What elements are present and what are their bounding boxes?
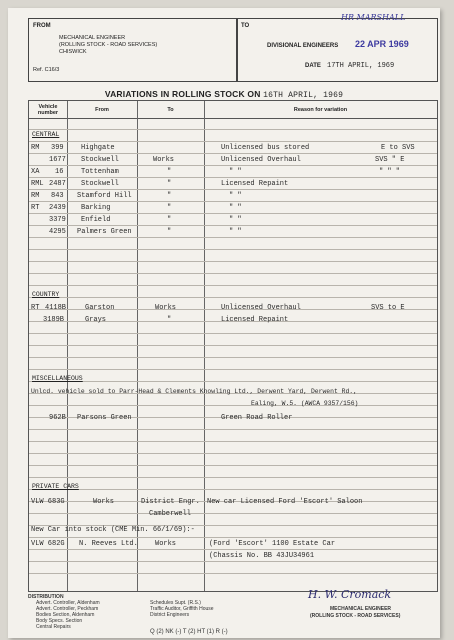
rule (29, 249, 437, 250)
rule (29, 237, 437, 238)
rule (29, 573, 437, 574)
misc-line-2: Ealing, W.5. (AWCA 9357/156) (251, 400, 359, 407)
to-label: TO (241, 23, 250, 29)
row-dest: SVS to E (371, 304, 405, 312)
to-box (236, 13, 438, 82)
row-type: RM (31, 144, 40, 152)
rule (29, 369, 437, 370)
row-type: RM (31, 192, 40, 200)
row-dest: " " " (379, 168, 401, 176)
row-from: Stockwell (81, 156, 119, 164)
handwritten-recipient: HR MARSHALL (341, 13, 406, 22)
private-reason-2: (Ford 'Escort' 1100 Estate Car (209, 540, 336, 548)
row-reason: Unlicensed Overhaul (221, 156, 301, 164)
rule (29, 261, 437, 262)
date-label: DATE (305, 63, 321, 69)
rule (29, 405, 437, 406)
row-to: " (167, 316, 172, 324)
row-type: XA (31, 168, 40, 176)
rule (29, 297, 437, 298)
row-to: " (167, 228, 172, 236)
section-private: PRIVATE CARS (32, 483, 79, 490)
row-vehicle: 2439 (49, 204, 66, 212)
col-header-vehicle: Vehicle number (37, 104, 59, 116)
row-from: Highgate (81, 144, 115, 152)
private-vehicle-2: VLW 682G (31, 540, 65, 548)
row-vehicle: 3189B (43, 316, 65, 324)
signature: H. W. Cromack (308, 588, 392, 601)
rule (29, 165, 437, 166)
col-header-reason: Reason for variation (293, 107, 348, 113)
rule (29, 465, 437, 466)
rule (29, 213, 437, 214)
section-central: CENTRAL (32, 131, 60, 138)
row-to: " (167, 192, 172, 200)
misc-line-1: Unlcd. vehicle sold to Parr-Head & Clements Knowling Ltd., Derwent Yard, Derwent Rd., (31, 388, 357, 395)
row-vehicle: 4295 (49, 228, 66, 236)
row-dest: SVS " E (375, 156, 405, 164)
private-to-2: Works (155, 540, 177, 548)
section-country: COUNTRY (32, 291, 60, 298)
header-separator (29, 118, 437, 119)
dist-item: Central Repairs (36, 624, 71, 630)
from-box (28, 18, 238, 82)
rule (29, 345, 437, 346)
title-prefix: VARIATIONS IN ROLLING STOCK ON (104, 89, 261, 99)
col-header-to: To (167, 107, 174, 113)
rule (29, 537, 437, 538)
dist-item: Traffic Auditor, Griffith House (150, 606, 214, 612)
row-reason: " " (229, 228, 242, 236)
rule (29, 549, 437, 550)
row-to: " (167, 216, 172, 224)
rule (29, 357, 437, 358)
date-value: 17TH APRIL, 1969 (327, 62, 395, 70)
column-divider (67, 101, 68, 591)
rule (29, 285, 437, 286)
rule (29, 429, 437, 430)
row-vehicle: 16 (55, 168, 64, 176)
from-line-1: MECHANICAL ENGINEER (59, 35, 126, 41)
dist-item: Body Specs. Section (36, 618, 83, 624)
rule (29, 129, 437, 130)
row-type: RT (31, 304, 40, 312)
row-reason: Licensed Repaint (221, 180, 289, 188)
rule (29, 153, 437, 154)
row-type: RT (31, 204, 40, 212)
rule (29, 489, 437, 490)
rule (29, 477, 437, 478)
row-reason: Unlicensed Overhaul (221, 304, 301, 312)
row-from: Grays (85, 316, 107, 324)
new-car-line: New Car into stock (CME Min. 66/1/69):- (31, 526, 195, 534)
reference: Ref. C16/3 (33, 67, 60, 73)
section-misc: MISCELLANEOUS (32, 375, 83, 382)
private-from-1: Works (93, 498, 115, 506)
sign-title-2: (ROLLING STOCK - ROAD SERVICES) (310, 613, 401, 619)
dist-item: Advert. Controller, Peckham (36, 606, 99, 612)
rule (29, 201, 437, 202)
row-from: Garston (85, 304, 115, 312)
col-header-from: From (95, 107, 109, 113)
rule (29, 453, 437, 454)
private-to-1b: Camberwell (149, 510, 192, 518)
row-from: Palmers Green (77, 228, 132, 236)
misc-reason: Green Road Roller (221, 414, 293, 422)
variations-table (28, 100, 438, 592)
sign-title-1: MECHANICAL ENGINEER (330, 606, 392, 612)
rule (29, 441, 437, 442)
rule (29, 189, 437, 190)
distribution-label: DISTRIBUTION (28, 594, 64, 600)
row-reason: Unlicensed bus stored (221, 144, 310, 152)
row-reason: " " (229, 216, 242, 224)
dist-item: Bodies Section, Aldenham (36, 612, 95, 618)
row-vehicle: 3379 (49, 216, 66, 224)
rule (29, 225, 437, 226)
row-from: Stockwell (81, 180, 119, 188)
rule (29, 273, 437, 274)
dist-item: District Engineers (150, 612, 190, 618)
row-to: " (167, 204, 172, 212)
private-to-1: District Engr. (141, 498, 200, 506)
row-vehicle: 4118B (45, 304, 67, 312)
private-reason-1: New car Licensed Ford 'Escort' Saloon (207, 498, 363, 506)
row-to: " (167, 180, 172, 188)
from-label: FROM (33, 23, 51, 29)
document-sheet (8, 8, 440, 638)
private-from-2: N. Reeves Ltd. (79, 540, 138, 548)
row-dest: E to SVS (381, 144, 415, 152)
row-from: Barking (81, 204, 111, 212)
title-date: 16TH APRIL, 1969 (263, 91, 344, 100)
private-reason-2b: (Chassis No. BB 43JU34961 (209, 552, 315, 560)
page-title (8, 89, 440, 100)
rule (29, 381, 437, 382)
rule (29, 561, 437, 562)
from-line-2: (ROLLING STOCK - ROAD SERVICES) (59, 42, 158, 48)
from-line-3: CHISWICK (59, 49, 87, 55)
misc-vehicle: 962B (49, 414, 66, 422)
row-type: RML (31, 180, 44, 188)
row-vehicle: 1677 (49, 156, 66, 164)
row-from: Enfield (81, 216, 111, 224)
dist-item: Advert. Controller, Aldenham (36, 600, 100, 606)
rule (29, 513, 437, 514)
row-to: " (167, 168, 172, 176)
to-text: DIVISIONAL ENGINEERS (267, 43, 339, 49)
rule (29, 177, 437, 178)
received-stamp: 22 APR 1969 (355, 39, 409, 49)
bottom-code-line: Q (2) NK (-) T (2) HT (1) R (-) (150, 629, 228, 635)
row-to: Works (155, 304, 177, 312)
row-reason: Licensed Repaint (221, 316, 289, 324)
row-from: Tottenham (81, 168, 119, 176)
row-reason: " " (229, 204, 242, 212)
row-from: Stamford Hill (77, 192, 132, 200)
column-divider (204, 101, 205, 591)
rule (29, 141, 437, 142)
row-to: Works (153, 156, 175, 164)
row-vehicle: 2487 (49, 180, 66, 188)
row-vehicle: 399 (51, 144, 64, 152)
row-vehicle: 843 (51, 192, 64, 200)
row-reason: " " (229, 192, 242, 200)
misc-from: Parsons Green (77, 414, 132, 422)
dist-item: Schedules Supt. (R.S.) (150, 600, 201, 606)
column-divider (137, 101, 138, 591)
row-reason: " " (229, 168, 242, 176)
private-vehicle-1: VLW 683G (31, 498, 65, 506)
rule (29, 333, 437, 334)
